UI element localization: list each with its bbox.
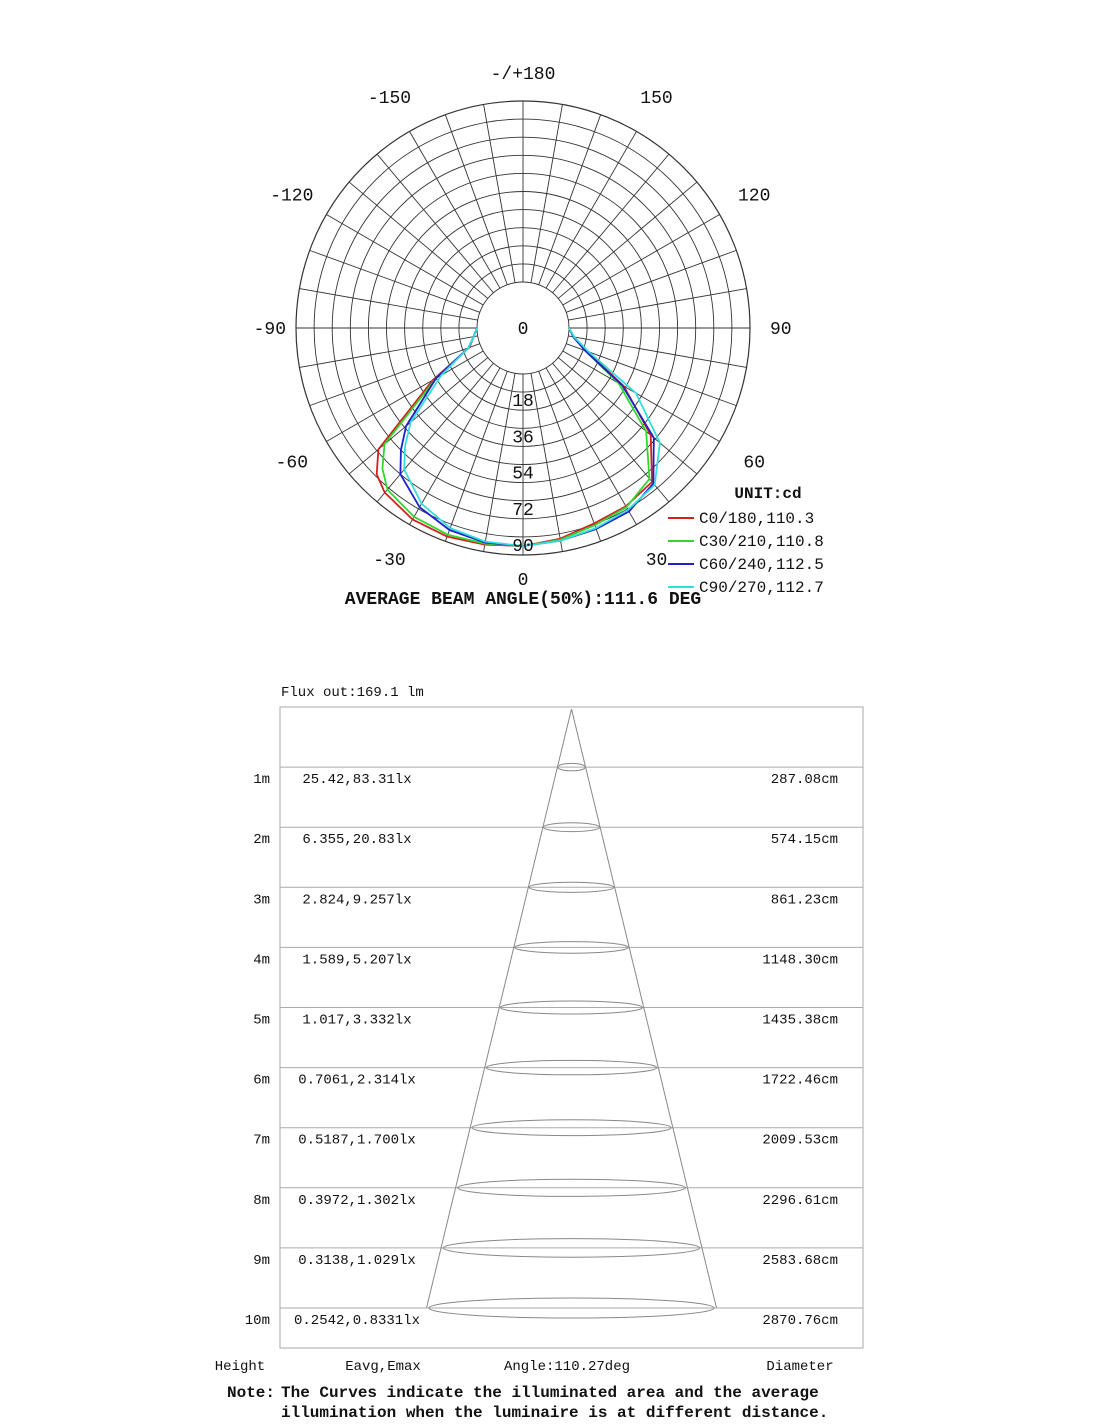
column-label-angle: Angle:110.27deg bbox=[503, 1359, 631, 1375]
unit-label: UNIT:cd bbox=[734, 485, 802, 503]
row-diameter: 2296.61cm bbox=[762, 1192, 838, 1209]
legend-entry: C90/270,112.7 bbox=[699, 579, 824, 597]
row-diameter: 1722.46cm bbox=[762, 1072, 838, 1089]
legend-items bbox=[668, 510, 824, 597]
polar-angle-label: 0 bbox=[517, 571, 529, 591]
row-height-label: 3m bbox=[253, 892, 270, 909]
row-height-label: 2m bbox=[253, 832, 270, 849]
row-diameter: 2583.68cm bbox=[762, 1252, 838, 1269]
polar-grid-spoke bbox=[310, 344, 480, 406]
polar-grid-spoke bbox=[310, 250, 480, 312]
polar-grid-spoke bbox=[531, 104, 562, 282]
row-height-label: 10m bbox=[244, 1313, 270, 1329]
row-eavg-emax: 0.2542,0.8331lx bbox=[293, 1313, 421, 1329]
row-eavg-emax: 1.017,3.332lx bbox=[302, 1012, 412, 1029]
polar-grid-spoke bbox=[445, 371, 507, 541]
polar-radial-tick-label: 18 bbox=[512, 392, 534, 413]
polar-grid-spoke bbox=[566, 250, 736, 312]
row-height-label: 9m bbox=[253, 1252, 270, 1269]
polar-grid-spoke bbox=[558, 358, 697, 474]
polar-radial-tick-label: 36 bbox=[512, 428, 534, 449]
row-height-label: 8m bbox=[253, 1192, 270, 1209]
polar-grid-spoke bbox=[377, 154, 493, 293]
polar-angle-label: -30 bbox=[373, 551, 406, 572]
legend-entry: C30/210,110.8 bbox=[699, 533, 824, 551]
row-diameter: 287.08cm bbox=[770, 772, 838, 789]
row-eavg-emax: 2.824,9.257lx bbox=[302, 892, 412, 909]
polar-grid-spoke bbox=[568, 336, 746, 367]
row-height-label: 5m bbox=[253, 1012, 270, 1029]
row-eavg-emax: 0.7061,2.314lx bbox=[298, 1072, 416, 1089]
row-eavg-emax: 25.42,83.31lx bbox=[302, 772, 412, 789]
row-diameter: 2870.76cm bbox=[762, 1313, 838, 1329]
polar-angle-label: 30 bbox=[645, 551, 668, 572]
polar-angle-label: 150 bbox=[640, 88, 673, 109]
cone-edge-right bbox=[572, 709, 717, 1308]
polar-angle-label: 90 bbox=[770, 320, 792, 340]
row-eavg-emax: 0.5187,1.700lx bbox=[298, 1132, 416, 1149]
row-height-label: 7m bbox=[253, 1132, 270, 1149]
column-label-eavg-emax: Eavg,Emax bbox=[345, 1359, 421, 1375]
beam-angle-caption: AVERAGE BEAM ANGLE(50%):111.6 DEG bbox=[344, 590, 702, 610]
polar-angle-label: 60 bbox=[743, 453, 766, 474]
row-diameter: 1435.38cm bbox=[762, 1012, 838, 1029]
polar-angle-label: -90 bbox=[253, 320, 286, 340]
column-label-height: Height bbox=[214, 1359, 266, 1375]
polar-angle-label: -150 bbox=[367, 88, 412, 109]
row-height-label: 1m bbox=[253, 772, 270, 789]
polar-radial-tick-label: 72 bbox=[512, 500, 534, 521]
row-eavg-emax: 6.355,20.83lx bbox=[302, 832, 412, 849]
polar-grid-spoke bbox=[566, 344, 736, 406]
row-height-label: 6m bbox=[253, 1072, 270, 1089]
polar-angle-label: -60 bbox=[275, 453, 309, 474]
polar-grid-spoke bbox=[531, 373, 562, 551]
illuminance-table bbox=[215, 685, 863, 1422]
row-height-label: 4m bbox=[253, 952, 270, 969]
note-line-1: The Curves indicate the illuminated area and the average bbox=[281, 1384, 819, 1402]
cone-edge-left bbox=[427, 709, 572, 1308]
row-diameter: 2009.53cm bbox=[762, 1132, 838, 1149]
row-eavg-emax: 1.589,5.207lx bbox=[302, 952, 412, 969]
polar-grid-spoke bbox=[299, 336, 477, 367]
polar-grid-spoke bbox=[539, 115, 601, 285]
note-prefix: Note: bbox=[227, 1384, 276, 1402]
polar-grid-spoke bbox=[484, 373, 515, 551]
flux-out-label: Flux out:169.1 lm bbox=[281, 685, 424, 701]
table-rows bbox=[245, 772, 838, 1329]
legend bbox=[668, 485, 824, 597]
polar-radial-tick-label: 90 bbox=[512, 537, 534, 557]
row-eavg-emax: 0.3972,1.302lx bbox=[298, 1192, 416, 1209]
polar-radial-tick-label: 54 bbox=[512, 464, 534, 485]
polar-grid-spoke bbox=[553, 154, 669, 293]
polar-angle-label: -120 bbox=[270, 186, 314, 207]
legend-entry: C60/240,112.5 bbox=[699, 556, 824, 574]
polar-angle-label: 120 bbox=[737, 186, 771, 207]
polar-radial-tick-label: 0 bbox=[517, 320, 529, 340]
row-diameter: 574.15cm bbox=[770, 832, 838, 849]
polar-grid-spoke bbox=[445, 115, 507, 285]
polar-grid-spoke bbox=[484, 104, 515, 282]
column-label-diameter: Diameter bbox=[766, 1359, 834, 1375]
table-row-lines bbox=[280, 767, 863, 1308]
legend-entry: C0/180,110.3 bbox=[699, 510, 815, 528]
polar-grid-spoke bbox=[558, 182, 697, 298]
light-cone bbox=[427, 709, 717, 1318]
polar-grid-spoke bbox=[568, 289, 746, 320]
polar-grid-spoke bbox=[539, 371, 601, 541]
row-diameter: 1148.30cm bbox=[762, 952, 838, 969]
polar-grid-spoke bbox=[349, 182, 488, 298]
row-eavg-emax: 0.3138,1.029lx bbox=[298, 1252, 416, 1269]
polar-grid-spoke bbox=[349, 358, 488, 474]
note-line-2: illumination when the luminaire is at different distance. bbox=[281, 1404, 829, 1422]
polar-grid-spoke bbox=[299, 289, 477, 320]
row-diameter: 861.23cm bbox=[770, 892, 838, 909]
polar-angle-label: -/+180 bbox=[490, 65, 556, 85]
